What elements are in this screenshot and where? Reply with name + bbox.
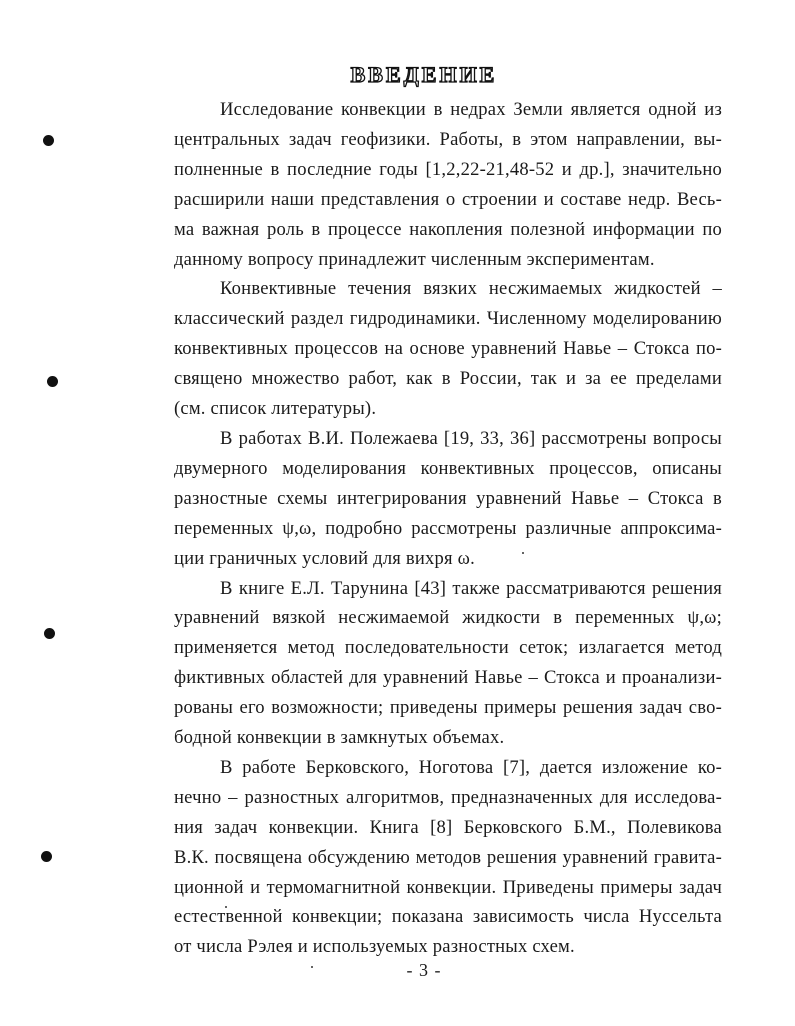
text-line: фиктивных областей для уравнений Навье – Стокса и проанализи- <box>174 667 722 689</box>
text-line: ния задач конвекции. Книга [8] Берковского Б.М., Полевикова <box>174 816 722 838</box>
text-line: В книге Е.Л. Тарунина [43] также рассматриваются решения <box>220 577 722 599</box>
binder-hole-mark <box>43 135 54 146</box>
text-line: бодной конвекции в замкнутых объемах. <box>174 727 505 749</box>
text-line: применяется метод последовательности сеток; излагается метод <box>174 637 722 659</box>
text-line: естественной конвекции; показана зависимость числа Нуссельта <box>174 906 722 928</box>
binder-hole-mark <box>44 628 55 639</box>
binder-hole-mark <box>47 376 58 387</box>
paragraph <box>128 424 722 574</box>
text-line: от числа Рэлея и используемых разностных схем. <box>174 936 575 958</box>
text-line: двумерного моделирования конвективных процессов, описаны <box>174 457 722 479</box>
text-line: нечно – разностных алгоритмов, предназначенных для исследова- <box>174 786 722 808</box>
paragraph <box>128 753 722 962</box>
paragraph <box>128 274 722 424</box>
text-line: Конвективные течения вязких несжимаемых жидкостей – <box>220 278 722 300</box>
text-line: ции граничных условий для вихря ω. <box>174 547 475 569</box>
text-line: разностные схемы интегрирования уравнений Навье – Стокса в <box>174 487 722 509</box>
text-line: полненные в последние годы [1,2,22-21,48-52 и др.], значительно <box>174 158 722 180</box>
paragraph <box>128 95 722 274</box>
text-line: конвективных процессов на основе уравнений Навье – Стокса по- <box>174 338 722 360</box>
body-text <box>128 95 722 962</box>
text-line: священо множество работ, как в России, так и за ее пределами <box>174 368 722 390</box>
text-line: В работе Берковского, Ноготова [7], дается изложение ко- <box>220 756 722 778</box>
text-line: (см. список литературы). <box>174 398 377 420</box>
text-line: ционной и термомагнитной конвекции. Приведены примеры задач <box>174 876 722 898</box>
text-line: ма важная роль в процессе накопления полезной информации по <box>174 218 722 240</box>
text-line: классический раздел гидродинамики. Численному моделированию <box>174 308 722 330</box>
text-line: расширили наши представления о строении и составе недр. Весь- <box>174 188 722 210</box>
text-line: В.К. посвящена обсуждению методов решения уравнений гравита- <box>174 846 722 868</box>
text-line: уравнений вязкой несжимаемой жидкости в переменных ψ,ω; <box>174 607 722 629</box>
text-line: рованы его возможности; приведены примеры решения задач сво- <box>174 697 722 719</box>
text-line: центральных задач геофизики. Работы, в этом направлении, вы- <box>174 128 722 150</box>
text-line: переменных ψ,ω, подробно рассмотрены различные аппроксима- <box>174 517 722 539</box>
text-line: Исследование конвекции в недрах Земли является одной из <box>220 99 722 120</box>
text-line: данному вопросу принадлежит численным экспериментам. <box>174 248 655 270</box>
text-line: В работах В.И. Полежаева [19, 33, 36] рассмотрены вопросы <box>220 427 722 449</box>
page-number: - 3 - <box>406 960 442 980</box>
page-title: ВВЕДЕНИЕ <box>350 62 498 87</box>
paragraph <box>128 574 722 753</box>
binder-hole-mark <box>41 851 52 862</box>
